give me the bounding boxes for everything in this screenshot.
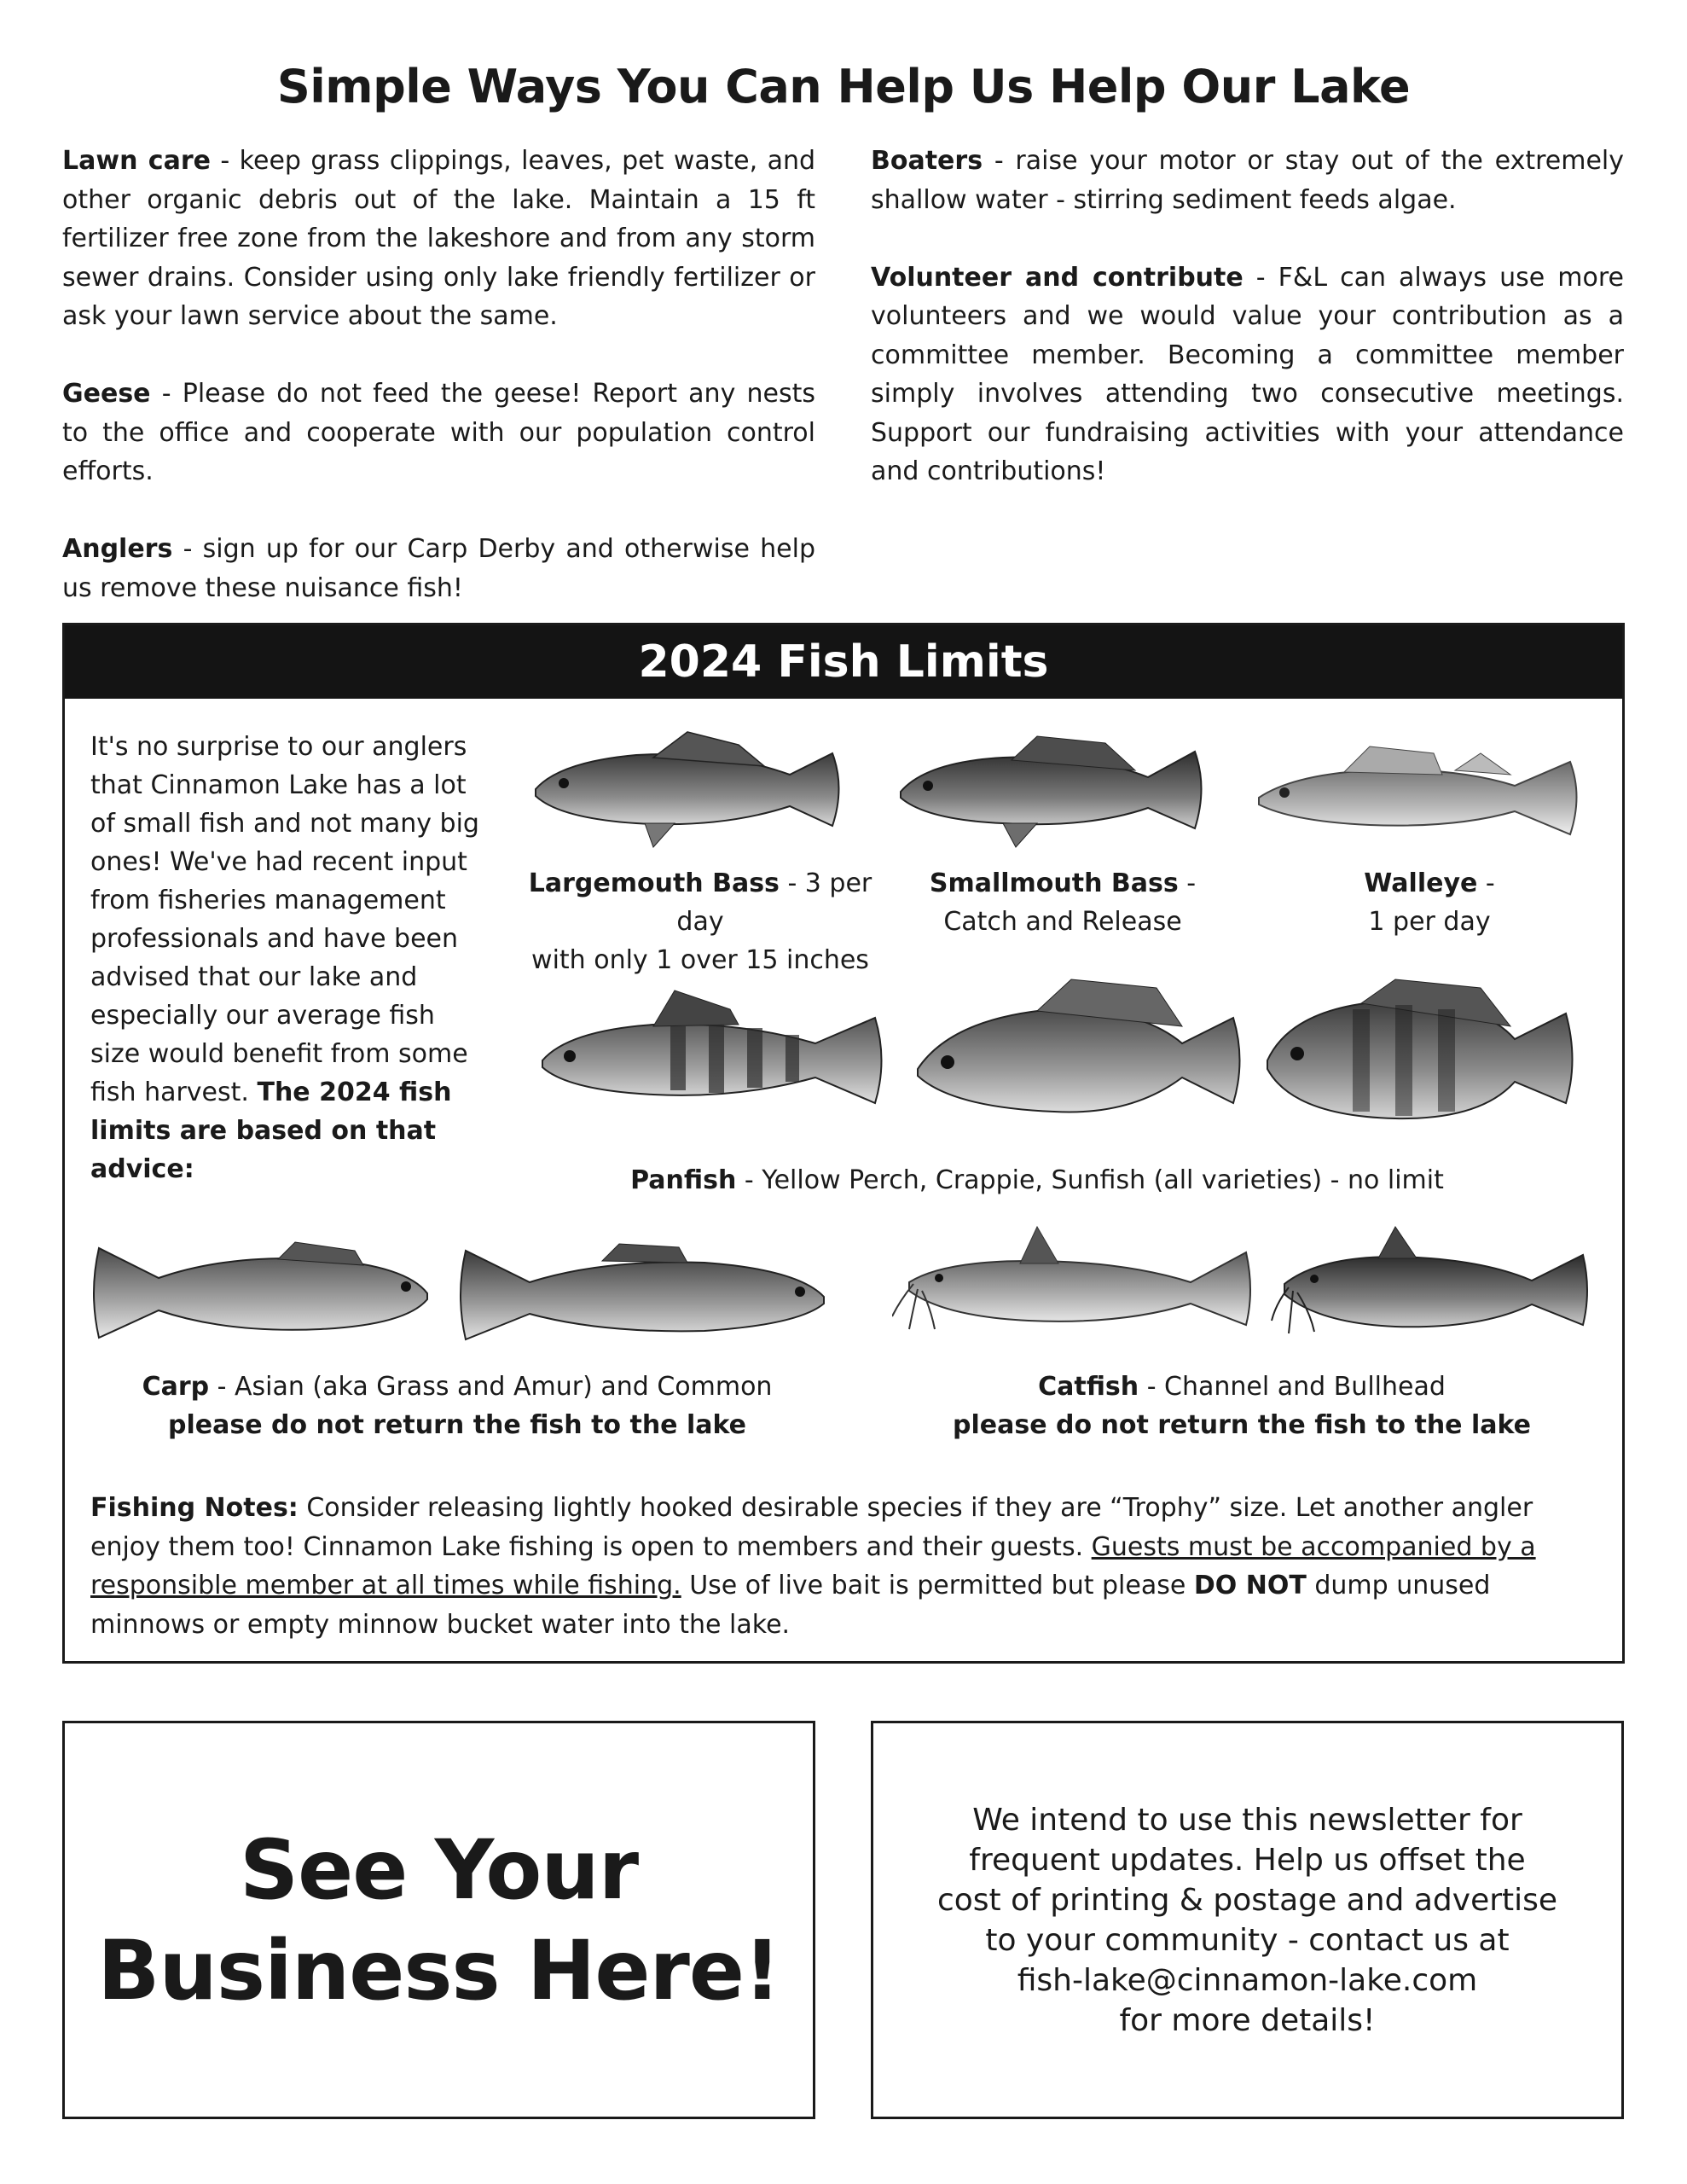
notes-bold-text: DO NOT — [1193, 1571, 1307, 1600]
advertise-box — [62, 1721, 815, 2119]
tips-left-column — [62, 142, 815, 647]
tip-text: - keep grass clippings, leaves, pet waste, and other organic debris out of the lake. Maintain a 15 ft fertilizer free zone from the lakeshore and from any storm sewer drains. Consider using only lake friendly fertilizer or ask your lawn service about the same. — [62, 146, 816, 331]
info-line: cost of printing & postage and advertise — [936, 1882, 1558, 1918]
tip-label: Geese — [62, 379, 151, 409]
fish-limits-intro — [90, 728, 483, 1188]
tip-text: - raise your motor or stay out of the extremely shallow water - stirring sediment feeds algae. — [871, 146, 1624, 215]
info-line: to your community - contact us at — [985, 1922, 1510, 1958]
tip-text: - Please do not feed the geese! Report any nests to the office and cooperate with our population control efforts. — [62, 379, 815, 486]
sunfish-image — [1259, 975, 1583, 1137]
tip-boaters — [871, 142, 1624, 219]
largemouth-bass-image — [525, 728, 884, 856]
ad-headline-line: See Your — [239, 1821, 639, 1918]
carp-caption — [82, 1368, 832, 1444]
tip-label: Lawn care — [62, 146, 211, 176]
tip-text: - sign up for our Carp Derby and otherwise help us remove these nuisance fish! — [62, 534, 815, 603]
fish-limit: - — [1477, 868, 1495, 898]
fish-limit-detail: Catch and Release — [943, 907, 1182, 937]
contact-email: fish-lake@cinnamon-lake.com — [1017, 1962, 1478, 1998]
tip-geese — [62, 375, 815, 491]
fish-limit: - Asian (aka Grass and Amur) and Common — [209, 1372, 773, 1402]
notes-label: Fishing Notes: — [90, 1493, 299, 1523]
notes-text: dump unused minnows or empty minnow bucket water into the lake. — [90, 1571, 1491, 1640]
notes-text: Consider releasing lightly hooked desirable species if they are “Trophy” size. Let another angler enjoy them too! Cinnamon Lake fishing is open to members and their guests. — [90, 1493, 1533, 1562]
fish-limit: - 3 per day — [676, 868, 872, 937]
info-line: frequent updates. Help us offset the — [969, 1842, 1526, 1878]
bullhead-catfish-image — [1267, 1223, 1591, 1350]
channel-catfish-image — [892, 1223, 1259, 1350]
tip-label: Volunteer and contribute — [871, 262, 1244, 293]
fishing-notes — [90, 1489, 1609, 1644]
fish-name: Largemouth Bass — [528, 868, 780, 898]
fish-limit: - Yellow Perch, Crappie, Sunfish (all varieties) - no limit — [736, 1165, 1444, 1195]
common-carp-image — [82, 1235, 436, 1350]
tip-text: - F&L can always use more volunteers and we would value your contribution as a committee member. Becoming a committee member simply involves attending two consecutive meetings. Support our fundraising activities with your attendance and contributions! — [871, 262, 1624, 486]
crappie-image — [909, 975, 1250, 1137]
tip-anglers — [62, 530, 815, 607]
fish-limit-warning: please do not return the fish to the lake — [167, 1410, 746, 1440]
intro-text: It's no surprise to our anglers that Cinnamon Lake has a lot of small fish and not many big ones! We've had recent input from fisheries management professionals and have been advised that our lake and especially our average fish size would benefit from some fish harvest. — [90, 732, 479, 1107]
fish-limit-detail: 1 per day — [1368, 907, 1491, 937]
newsletter-info-box — [871, 1721, 1624, 2119]
tip-lawn-care — [62, 142, 815, 336]
fish-name: Catfish — [1038, 1372, 1139, 1402]
ad-headline-line: Business Here! — [97, 1922, 780, 2018]
info-line: for more details! — [1119, 2002, 1376, 2038]
tip-label: Boaters — [871, 146, 983, 176]
fish-limits-header: 2024 Fish Limits — [65, 625, 1622, 699]
tip-volunteer — [871, 258, 1624, 491]
smallmouth-bass-caption — [909, 864, 1216, 941]
fish-limit-detail: with only 1 over 15 inches — [531, 945, 869, 975]
smallmouth-bass-image — [892, 728, 1242, 856]
page-title: Simple Ways You Can Help Us Help Our Lake — [276, 60, 1411, 113]
tips-right-column — [871, 142, 1624, 530]
notes-underlined-text: Guests must be accompanied by a responsible member at all times while fishing. — [90, 1531, 1536, 1600]
newsletter-info-text — [924, 1800, 1572, 2041]
fish-limit: - Channel and Bullhead — [1139, 1372, 1446, 1402]
fish-name: Walleye — [1364, 868, 1478, 898]
fish-limit-warning: please do not return the fish to the lake — [952, 1410, 1531, 1440]
intro-bold-text: The 2024 fish limits are based on that advice: — [90, 1077, 452, 1184]
grass-carp-image — [449, 1235, 832, 1350]
fish-name: Smallmouth Bass — [929, 868, 1179, 898]
notes-text: Use of live bait is permitted but please — [681, 1571, 1194, 1600]
yellow-perch-image — [534, 984, 901, 1137]
walleye-image — [1250, 736, 1591, 856]
fish-limits-box — [62, 623, 1625, 1664]
tip-label: Anglers — [62, 534, 173, 564]
ad-headline — [97, 1820, 780, 2021]
fish-name: Carp — [142, 1372, 210, 1402]
catfish-caption — [892, 1368, 1591, 1444]
fish-limit: - — [1178, 868, 1197, 898]
fish-name: Panfish — [630, 1165, 737, 1195]
info-line: We intend to use this newsletter for — [972, 1802, 1522, 1838]
largemouth-bass-caption — [508, 864, 892, 979]
walleye-caption — [1301, 864, 1557, 941]
panfish-caption — [508, 1161, 1566, 1199]
